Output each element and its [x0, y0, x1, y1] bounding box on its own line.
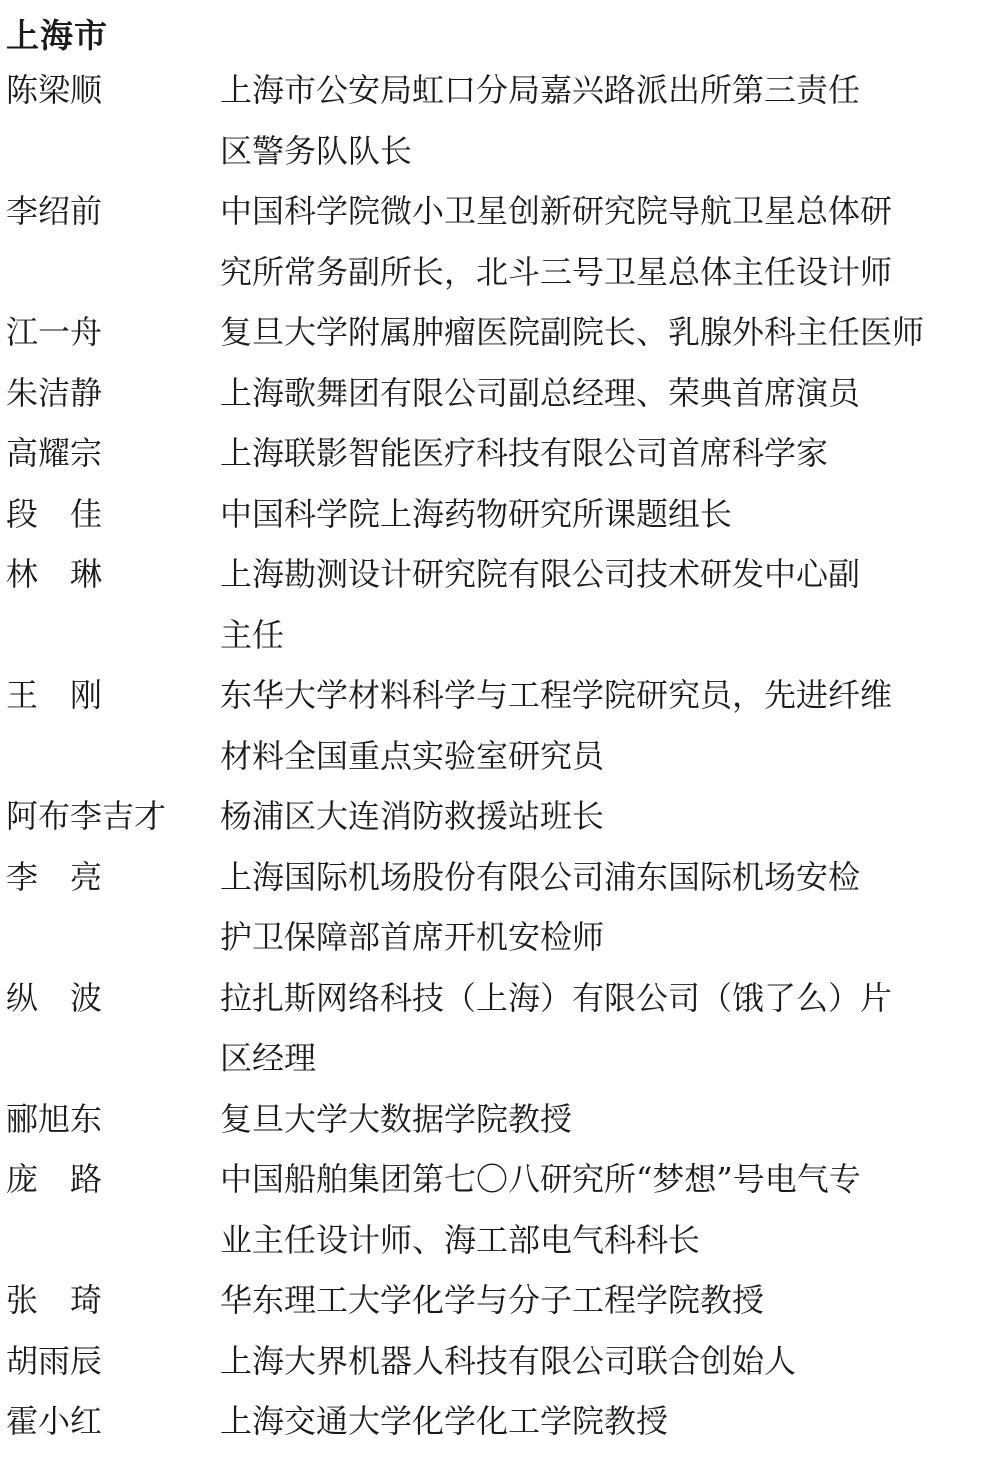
description-line: 中国科学院微小卫星创新研究院导航卫星总体研 [220, 192, 893, 230]
list-item [0, 60, 1000, 181]
description-line: 区经理 [220, 1039, 317, 1077]
honoree-name: 高耀宗 [6, 434, 103, 472]
list-item [0, 786, 1000, 847]
honoree-name: 陈梁顺 [6, 71, 103, 109]
honoree-name: 胡雨辰 [6, 1341, 103, 1380]
honoree-name: 纵 波 [6, 978, 103, 1017]
description-line: 东华大学材料科学与工程学院研究员，先进纤维 [220, 676, 893, 714]
honoree-name: 阿布李吉才 [6, 797, 167, 835]
description-line: 上海歌舞团有限公司副总经理、荣典首席演员 [220, 373, 861, 412]
list-item [0, 1089, 1000, 1150]
description-line: 上海大界机器人科技有限公司联合创始人 [220, 1341, 797, 1380]
description-line: 华东理工大学化学与分子工程学院教授 [220, 1281, 765, 1319]
honoree-description [220, 665, 995, 786]
description-line: 中国科学院上海药物研究所课题组长 [220, 494, 733, 533]
description-line: 中国船舶集团第七〇八研究所“梦想”号电气专 [220, 1160, 861, 1198]
description-line: 护卫保障部首席开机安检师 [220, 918, 605, 956]
honoree-name: 林 琳 [6, 555, 103, 593]
honoree-name: 李 亮 [6, 857, 103, 896]
description-line: 上海市公安局虹口分局嘉兴路派出所第三责任 [220, 71, 861, 109]
honoree-description [220, 1270, 995, 1331]
honoree-description [220, 181, 995, 302]
description-line: 上海国际机场股份有限公司浦东国际机场安检 [220, 857, 861, 896]
honoree-description [220, 544, 995, 665]
honoree-description [220, 1331, 995, 1392]
description-line: 复旦大学大数据学院教授 [220, 1099, 573, 1138]
list-item [0, 302, 1000, 363]
honoree-name: 郦旭东 [6, 1099, 103, 1138]
description-line: 上海联影智能医疗科技有限公司首席科学家 [220, 434, 829, 472]
description-line: 上海勘测设计研究院有限公司技术研发中心副 [220, 555, 861, 593]
list-item [0, 847, 1000, 968]
list-item [0, 1149, 1000, 1270]
description-line: 复旦大学附属肿瘤医院副院长、乳腺外科主任医师 [220, 313, 925, 351]
list-item [0, 423, 1000, 484]
honoree-name: 李绍前 [6, 192, 103, 230]
description-line: 究所常务副所长，北斗三号卫星总体主任设计师 [220, 252, 893, 291]
honoree-description [220, 1391, 995, 1452]
honoree-list [0, 60, 1000, 1452]
honoree-name: 庞 路 [6, 1160, 103, 1198]
list-item [0, 181, 1000, 302]
list-item [0, 968, 1000, 1089]
list-item [0, 363, 1000, 424]
description-line: 区警务队队长 [220, 131, 413, 170]
honoree-name: 王 刚 [6, 676, 103, 714]
honoree-description [220, 786, 995, 847]
list-item [0, 665, 1000, 786]
list-item [0, 484, 1000, 545]
description-line: 拉扎斯网络科技（上海）有限公司（饿了么）片 [220, 978, 893, 1017]
honoree-description [220, 363, 995, 424]
honoree-name: 朱洁静 [6, 373, 103, 412]
honoree-description [220, 302, 995, 363]
list-item [0, 1331, 1000, 1392]
list-item [0, 1391, 1000, 1452]
section-heading: 上海市 [6, 16, 108, 55]
list-item [0, 544, 1000, 665]
honoree-description [220, 423, 995, 484]
description-line: 主任 [220, 615, 285, 654]
honoree-description [220, 1089, 995, 1150]
description-line: 业主任设计师、海工部电气科科长 [220, 1220, 701, 1259]
honoree-name: 张 琦 [6, 1281, 103, 1319]
honoree-description [220, 1149, 995, 1270]
honoree-description [220, 847, 995, 968]
honoree-description [220, 968, 995, 1089]
description-line: 材料全国重点实验室研究员 [220, 736, 605, 775]
list-item [0, 1270, 1000, 1331]
honoree-name: 霍小红 [6, 1402, 103, 1440]
honoree-name: 段 佳 [6, 494, 103, 533]
description-line: 上海交通大学化学化工学院教授 [220, 1402, 669, 1440]
honoree-name: 江一舟 [6, 313, 103, 351]
honoree-description [220, 60, 995, 181]
honoree-description [220, 484, 995, 545]
description-line: 杨浦区大连消防救援站班长 [220, 797, 605, 835]
